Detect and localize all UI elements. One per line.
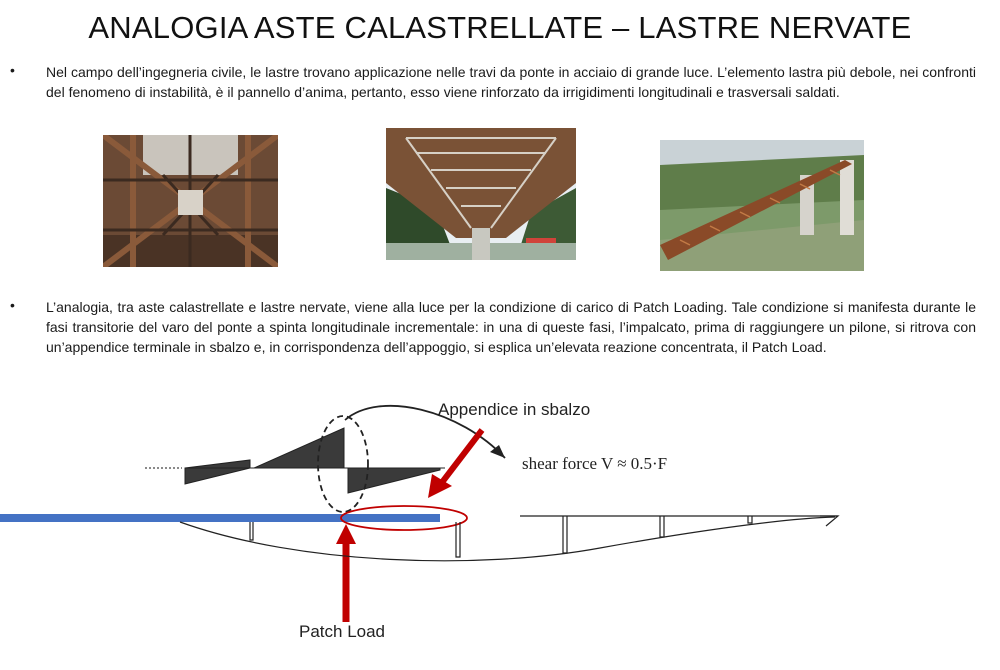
page-title: ANALOGIA ASTE CALASTRELLATE – LASTRE NERVATE bbox=[88, 10, 912, 45]
appendix-label: Appendice in sbalzo bbox=[438, 400, 591, 419]
valley-profile bbox=[180, 517, 835, 561]
patch-loading-diagram bbox=[0, 390, 1000, 670]
steel-box-girder-interior-photo bbox=[103, 135, 278, 267]
bridge-underside-photo bbox=[386, 128, 576, 260]
paragraph-1: Nel campo dell’ingegneria civile, le lastre trovano applicazione nelle travi da ponte in acciaio di grande luce. L’elemento lastra più debole, nei confronti del fenomeno di instabilità, è il pannello d’anima, pertanto, esso viene rinforzato da irrigidimenti longitudinali e trasversali saldati. bbox=[46, 64, 976, 100]
bullet-marker-1: • bbox=[10, 62, 15, 78]
paragraph-2: L’analogia, tra aste calastrellate e lastre nervate, viene alla luce per la condizione di carico di Patch Loading. Tale condizione si manifesta durante le fasi transitorie del varo del ponte a spinta longitudinale incrementale: in una di queste fasi, l’impalcato, prima di raggiungere un pilone, si ritrova con un’appendice terminale in sbalzo e, in corrispondenza dell’appoggio, si esplica un’elevata reazione concentrata, il Patch Load. bbox=[46, 299, 976, 355]
patch-load-label: Patch Load bbox=[299, 622, 386, 641]
bullet-marker-2: • bbox=[10, 297, 15, 313]
bridge-launching-photo bbox=[660, 140, 864, 271]
shear-force-label: shear force V ≈ 0.5·F bbox=[522, 454, 668, 473]
piers bbox=[250, 516, 752, 557]
deck-bar bbox=[0, 514, 440, 522]
shear-force-diagram bbox=[185, 428, 440, 493]
red-diagonal-arrow bbox=[440, 430, 482, 485]
